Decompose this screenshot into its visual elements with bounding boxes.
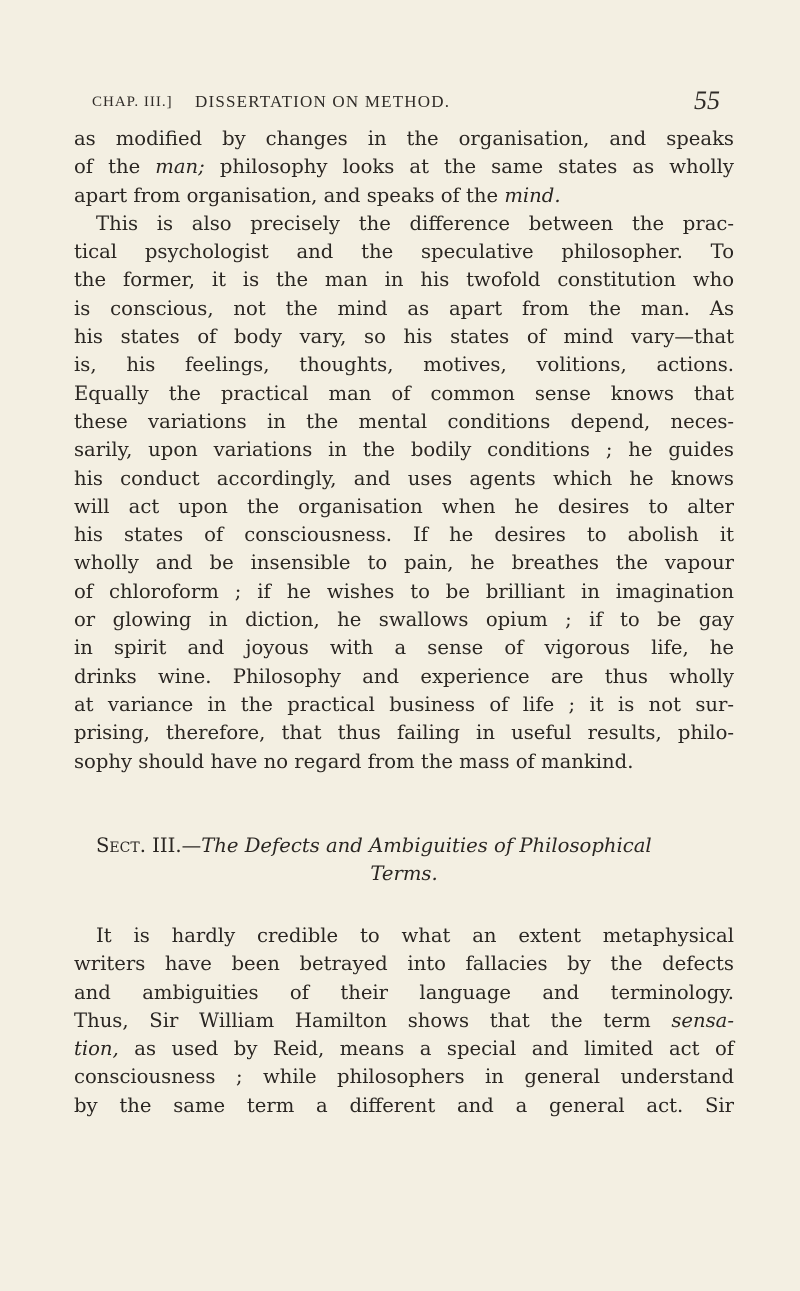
text-line: of the man; philosophy looks at the same states as wholly [74,155,734,179]
text-line: apart from organisation, and speaks of the mind. [74,183,561,207]
text-line: writers have been betrayed into fallacies by the defects [74,952,734,976]
text-line: Equally the practical man of common sense knows that [74,381,734,405]
text-line: is conscious, not the mind as apart from the man. As [74,296,734,320]
text-line: tion, as used by Reid, means a special and limited act of [74,1037,734,1061]
chapter-label: CHAP. III.] [92,94,173,110]
running-title: DISSERTATION ON METHOD. [195,92,451,111]
emphasis-mind: mind. [504,183,561,207]
text-line: at variance in the practical business of life ; it is not sur- [74,692,734,716]
main-text-top [74,125,734,776]
section-title-continued: Terms. [370,862,438,885]
text-line: as modified by changes in the organisation, and speaks [74,127,734,150]
text-line: sarily, upon variations in the bodily conditions ; he guides [74,438,734,462]
main-text-bottom [74,922,734,1120]
emphasis-sensation-end: tion, [74,1037,119,1061]
text-line: It is hardly credible to what an extent metaphysical [96,924,734,947]
text-line: the former, it is the man in his twofold constitution who [74,268,734,292]
text-line: prising, therefore, that thus failing in useful results, philo- [74,721,734,745]
text-line: and ambiguities of their language and terminology. [74,980,734,1004]
section-label: Sect. III. [96,834,182,857]
text-line: tical psychologist and the speculative philosopher. To [74,240,734,264]
text-line: his states of consciousness. If he desires to abolish it [74,523,734,547]
text-line: This is also precisely the difference between the prac- [96,211,734,235]
text-line: of chloroform ; if he wishes to be brilliant in imagination [74,579,734,603]
text-line: drinks wine. Philosophy and experience are thus wholly [74,664,734,688]
text-line: by the same term a different and a general act. Sir [74,1093,734,1117]
page-number: 55 [694,86,720,115]
text-line: these variations in the mental conditions depend, neces- [74,409,734,433]
text-line: in spirit and joyous with a sense of vigorous life, he [74,636,734,660]
text-line: will act upon the organisation when he desires to alter [74,494,734,518]
text-line: or glowing in diction, he swallows opium ; if to be gay [74,608,734,632]
text-line: consciousness ; while philosophers in general understand [74,1065,734,1089]
text-line: his conduct accordingly, and uses agents which he knows [74,466,734,490]
emphasis-sensation: sensa- [671,1008,734,1032]
text-line: is, his feelings, thoughts, motives, volitions, actions. [74,353,734,377]
running-header [92,88,732,118]
text-line: Thus, Sir William Hamilton shows that the term sensa- [74,1008,734,1032]
text-line: sophy should have no regard from the mass of mankind. [74,749,634,773]
text-line: wholly and be insensible to pain, he breathes the vapour [74,551,734,575]
text-line: his states of body vary, so his states of mind vary—that [74,325,734,349]
emphasis-man: man; [155,155,205,179]
section-title: The Defects and Ambiguities of Philosophical [201,834,652,857]
section-heading: Sect. III.—The Defects and Ambiguities of Philosophical Terms. [74,832,734,888]
